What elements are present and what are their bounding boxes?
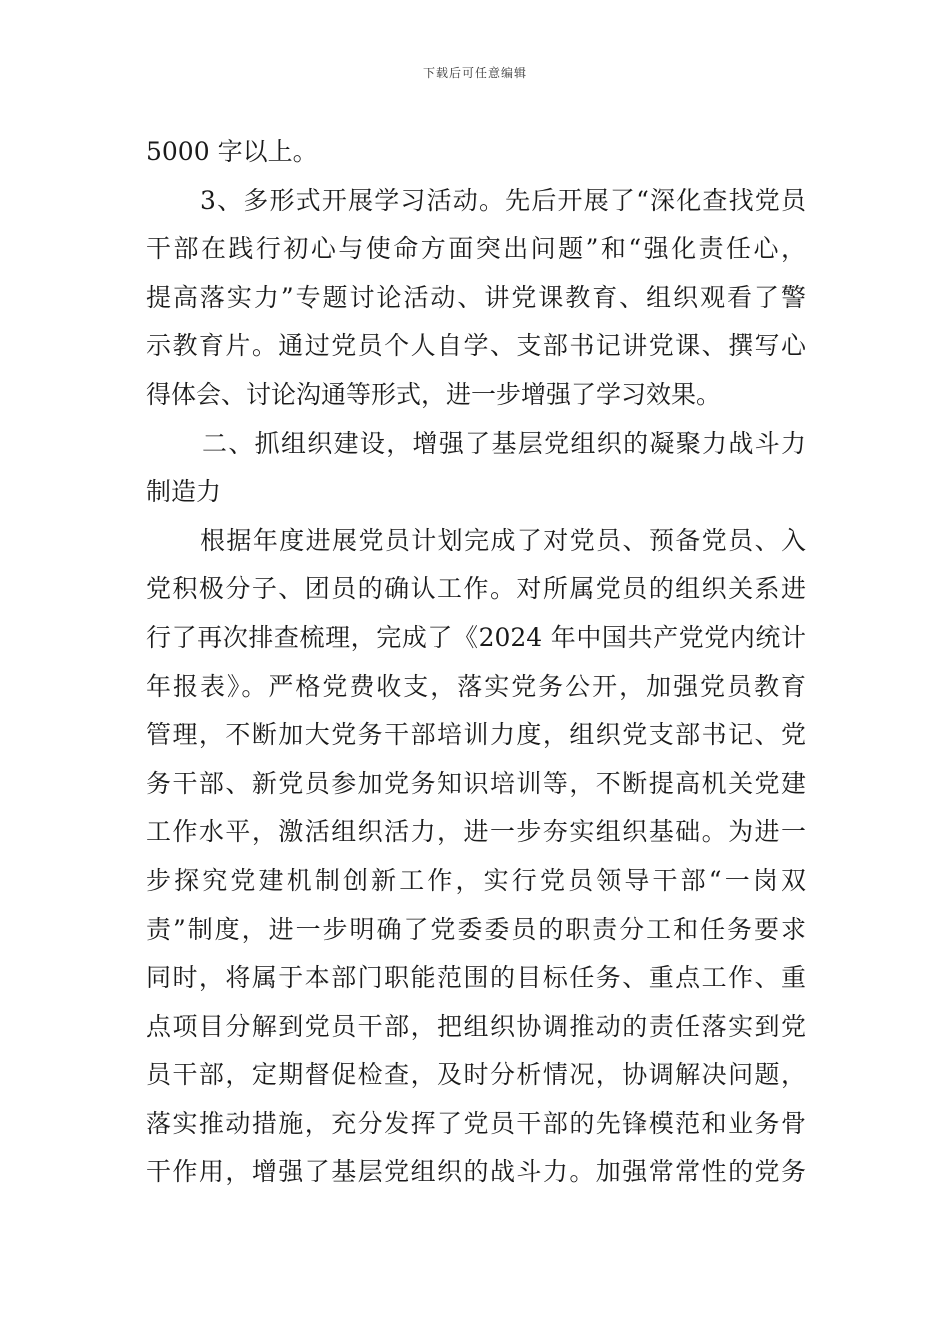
text-line-content: 工作水平，激活组织活力，进一步夯实组织基础。为进一: [146, 817, 806, 847]
text-line-content: 5000 字以上。: [146, 137, 318, 166]
text-line-content: 党积极分子、团员的确认工作。对所属党员的组织关系进: [146, 574, 806, 604]
text-line-content: 步探究党建机制创新工作，实行党员领导干部“一岗双: [146, 865, 806, 895]
text-line: [146, 857, 806, 906]
text-line-content: 员干部，定期督促检查，及时分析情况，协调解决问题，: [146, 1060, 806, 1090]
text-line-content: 干作用，增强了基层党组织的战斗力。加强常常性的党务: [146, 1157, 806, 1187]
text-line: [146, 177, 806, 226]
text-line-content: 制造力: [146, 477, 222, 507]
text-line: [146, 614, 806, 663]
text-line: [146, 808, 806, 857]
text-line: [146, 663, 806, 712]
text-line-content: 二、抓组织建设，增强了基层党组织的凝聚力战斗力: [202, 428, 806, 458]
document-body: [146, 128, 806, 1197]
text-line-content: 干部在践行初心与使命方面突出问题”和“强化责任心，: [146, 234, 806, 264]
text-line: [146, 371, 806, 420]
text-line: [146, 565, 806, 614]
text-line: [146, 420, 806, 469]
text-line: [146, 1148, 806, 1197]
text-line-content: 行了再次排查梳理，完成了《2024 年中国共产党党内统计: [146, 622, 806, 652]
text-line: [146, 1051, 806, 1100]
text-line: [146, 760, 806, 809]
text-line: [146, 274, 806, 323]
text-line-content: 落实推动措施，充分发挥了党员干部的先锋模范和业务骨: [146, 1108, 806, 1138]
text-line: [146, 322, 806, 371]
text-line: [146, 225, 806, 274]
text-line-content: 示教育片。通过党员个人自学、支部书记讲党课、撰写心: [146, 331, 806, 361]
text-line-content: 务干部、新党员参加党务知识培训等，不断提高机关党建: [146, 768, 806, 798]
text-line: [146, 128, 806, 177]
text-line-content: 根据年度进展党员计划完成了对党员、预备党员、入: [200, 525, 806, 555]
text-line: [146, 906, 806, 955]
text-line-content: 提高落实力”专题讨论活动、讲党课教育、组织观看了警: [146, 282, 806, 312]
text-line: [146, 1100, 806, 1149]
text-line-content: 责”制度，进一步明确了党委委员的职责分工和任务要求: [146, 914, 806, 944]
text-line: [146, 1003, 806, 1052]
text-line: [146, 517, 806, 566]
text-line: [146, 954, 806, 1003]
text-line: [146, 711, 806, 760]
text-line-content: 得体会、讨论沟通等形式，进一步增强了学习效果。: [146, 379, 722, 409]
text-line-content: 年报表》。严格党费收支，落实党务公开，加强党员教育: [146, 671, 806, 701]
text-line: [146, 468, 806, 517]
text-line-content: 管理，不断加大党务干部培训力度，组织党支部书记、党: [146, 720, 806, 750]
text-line-content: 点项目分解到党员干部，把组织协调推动的责任落实到党: [146, 1011, 806, 1041]
text-line-content: 同时，将属于本部门职能范围的目标任务、重点工作、重: [146, 963, 806, 993]
text-line-content: 3、多形式开展学习活动。先后开展了“深化查找党员: [200, 185, 806, 215]
page-header: 下载后可任意编辑: [422, 66, 527, 80]
